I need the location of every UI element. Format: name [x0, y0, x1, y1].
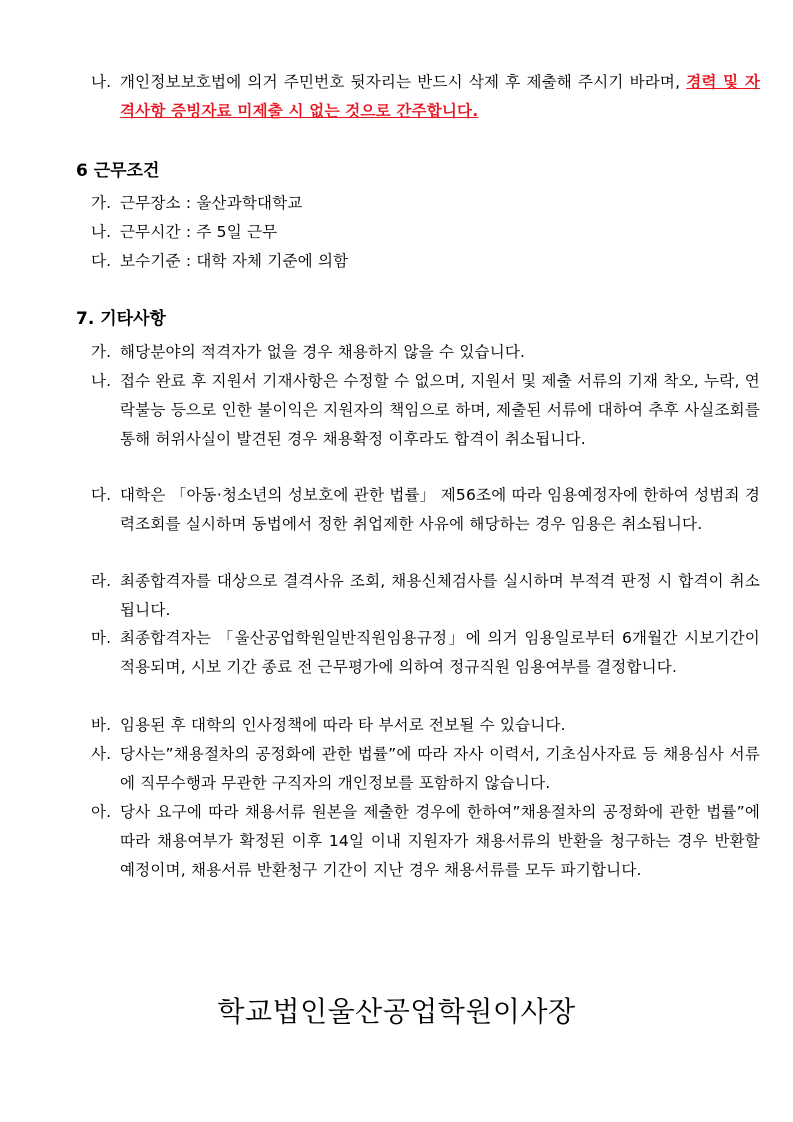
section7-item-3: [91, 481, 760, 539]
section7-heading: 7. 기타사항: [76, 309, 166, 329]
section7-item-2: [91, 367, 760, 454]
section6-item-2-marker: 나.: [91, 223, 112, 241]
section7-item-5-text: 최종합격자는 「울산공업학원일반직원임용규정」에 의거 임용일로부터 6개월간 시보기간이 적용되며, 시보 기간 종료 전 근무평가에 의하여 정규직원 임용여부를 결정합니다.: [120, 629, 760, 676]
section6-item-3-text: 보수기준 : 대학 자체 기준에 의함: [120, 252, 349, 270]
section6-item-1-marker: 가.: [91, 194, 112, 212]
section6-item-2-text: 근무시간 : 주 5일 근무: [120, 223, 278, 241]
section7-item-7-marker: 사.: [91, 745, 112, 763]
section7-item-5: [91, 624, 760, 682]
section7-item-4-text: 최종합격자를 대상으로 결격사유 조회, 채용신체검사를 실시하며 부적격 판정 시 합격이 취소됩니다.: [120, 572, 760, 619]
section7-item-6: [91, 711, 760, 740]
privacy-note-emphasis: 경력 및 자격사항 증빙자료 미제출 시 없는 것으로 간주합니다.: [120, 73, 760, 120]
section7-item-1-text: 해당분야의 적격자가 없을 경우 채용하지 않을 수 있습니다.: [120, 343, 526, 361]
section7-item-6-marker: 바.: [91, 716, 112, 734]
section6-item-1: [91, 189, 760, 218]
section7-item-8-marker: 아.: [91, 803, 112, 821]
signature: 학교법인울산공업학원이사장: [217, 995, 576, 1028]
section7-item-7: [91, 740, 760, 798]
section6-item-3-marker: 다.: [91, 252, 112, 270]
section6-item-1-text: 근무장소 : 울산과학대학교: [120, 194, 303, 212]
privacy-note: [91, 68, 760, 126]
section6-item-3: [91, 247, 760, 276]
section7-item-8-text: 당사 요구에 따라 채용서류 원본을 제출한 경우에 한하여”채용절차의 공정화에 관한 법률”에 따라 채용여부가 확정된 이후 14일 이내 지원자가 채용서류의 반환을 청구하는 경우 반환할 예정이며, 채용서류 반환청구 기간이 지난 경우 채용서류를 모두 파기합니다.: [120, 803, 760, 879]
section7-item-5-marker: 마.: [91, 629, 112, 647]
section7-item-3-text: 대학은 「아동·청소년의 성보호에 관한 법률」 제56조에 따라 임용예정자에 한하여 성범죄 경력조회를 실시하며 동법에서 정한 취업제한 사유에 해당하는 경우 임용은 취소됩니다.: [120, 486, 760, 533]
section6-item-2: [91, 218, 760, 247]
section7-item-4-marker: 라.: [91, 572, 112, 590]
section7-item-2-text: 접수 완료 후 지원서 기재사항은 수정할 수 없으며, 지원서 및 제출 서류의 기재 착오, 누락, 연락불능 등으로 인한 불이익은 지원자의 책임으로 하며, 제출된 서류에 대하여 추후 사실조회를 통해 허위사실이 발견된 경우 채용확정 이후라도 합격이 취소됩니다.: [120, 372, 760, 448]
section7-item-8: [91, 798, 760, 885]
section7-item-6-text: 임용된 후 대학의 인사정책에 따라 타 부서로 전보될 수 있습니다.: [120, 716, 566, 734]
section7-item-3-marker: 다.: [91, 486, 112, 504]
privacy-note-text: 개인정보보호법에 의거 주민번호 뒷자리는 반드시 삭제 후 제출해 주시기 바라며,: [120, 73, 687, 91]
section7-item-7-text: 당사는”채용절차의 공정화에 관한 법률”에 따라 자사 이력서, 기초심사자료 등 채용심사 서류에 직무수행과 무관한 구직자의 개인정보를 포함하지 않습니다.: [120, 745, 760, 792]
section7-item-1-marker: 가.: [91, 343, 112, 361]
section7-item-4: [91, 567, 760, 625]
section7-item-1: [91, 338, 760, 367]
section7-item-2-marker: 나.: [91, 372, 112, 390]
section6-heading: 6 근무조건: [76, 161, 160, 181]
privacy-note-marker: 나.: [91, 73, 112, 91]
